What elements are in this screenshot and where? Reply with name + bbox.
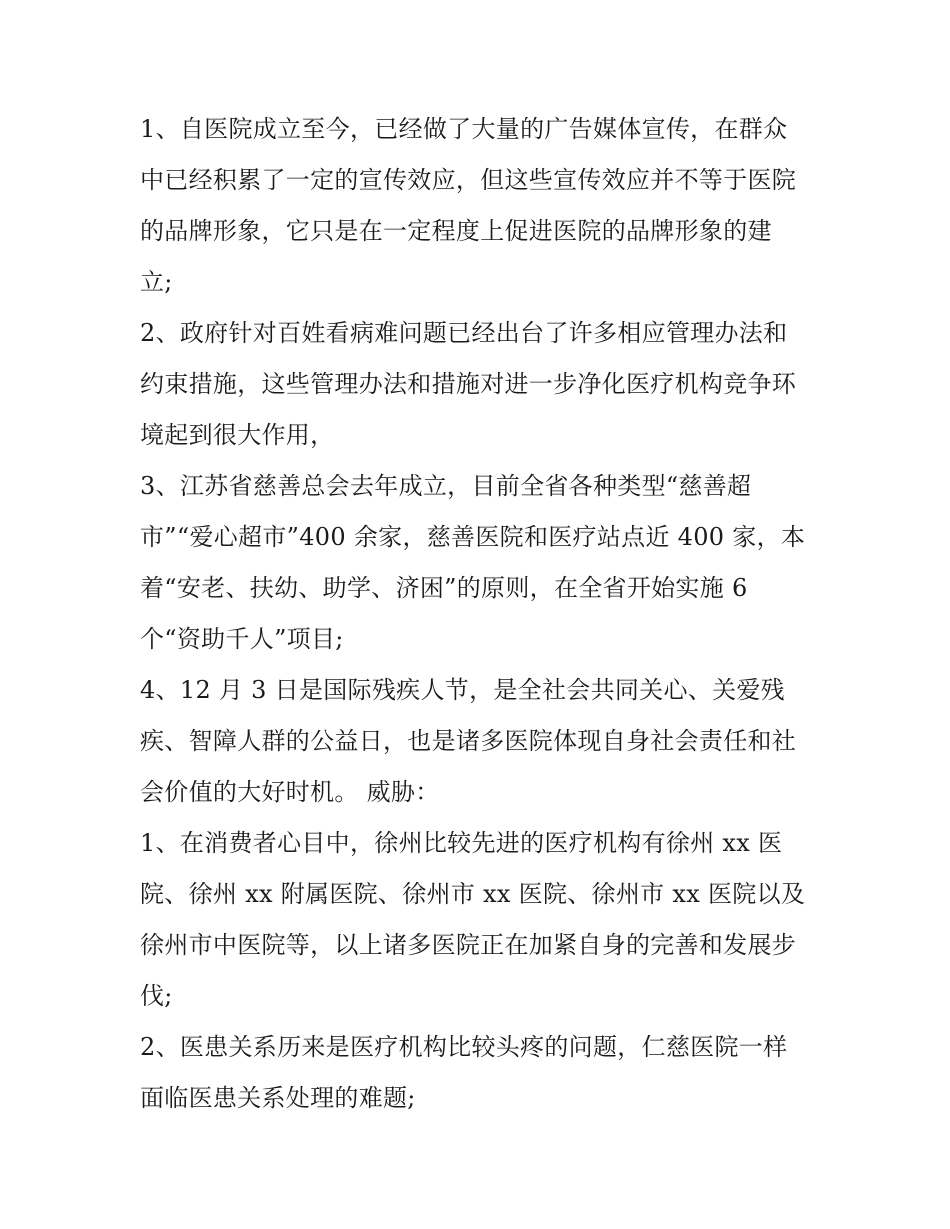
text-line: 1、在消费者心目中，徐州比较先进的医疗机构有徐州 xx 医 <box>140 829 783 857</box>
text-line: 面临医患关系处理的难题; <box>140 1084 416 1112</box>
text-line: 伐; <box>140 982 173 1010</box>
text-line: 1、自医院成立至今，已经做了大量的广告媒体宣传，在群众 <box>140 115 788 143</box>
text-line: 会价值的大好时机。 威胁： <box>140 778 440 806</box>
text-line: 市”“爱心超市”400 余家，慈善医院和医疗站点近 400 家，本 <box>140 523 806 551</box>
text-line: 徐州市中医院等，以上诸多医院正在加紧自身的完善和发展步 <box>140 931 797 959</box>
text-line: 2、医患关系历来是医疗机构比较头疼的问题，仁慈医院一样 <box>140 1033 788 1061</box>
text-line: 立; <box>140 268 173 296</box>
text-line: 境起到很大作用， <box>140 421 335 449</box>
text-line: 4、12 月 3 日是国际残疾人节，是全社会共同关心、关爱残 <box>140 676 785 704</box>
document-body <box>140 104 820 1124</box>
text-line: 的品牌形象，它只是在一定程度上促进医院的品牌形象的建 <box>140 217 772 245</box>
text-line: 3、江苏省慈善总会去年成立，目前全省各种类型“慈善超 <box>140 472 752 500</box>
text-line: 中已经积累了一定的宣传效应，但这些宣传效应并不等于医院 <box>140 166 797 194</box>
text-line: 约束措施，这些管理办法和措施对进一步净化医疗机构竞争环 <box>140 370 797 398</box>
text-line: 院、徐州 xx 附属医院、徐州市 xx 医院、徐州市 xx 医院以及 <box>140 880 806 908</box>
text-line: 2、政府针对百姓看病难问题已经出台了许多相应管理办法和 <box>140 319 788 347</box>
text-line: 着“安老、扶幼、助学、济困”的原则，在全省开始实施 6 <box>140 574 748 602</box>
text-line: 个“资助千人”项目; <box>140 625 344 653</box>
text-line: 疾、智障人群的公益日，也是诸多医院体现自身社会责任和社 <box>140 727 797 755</box>
